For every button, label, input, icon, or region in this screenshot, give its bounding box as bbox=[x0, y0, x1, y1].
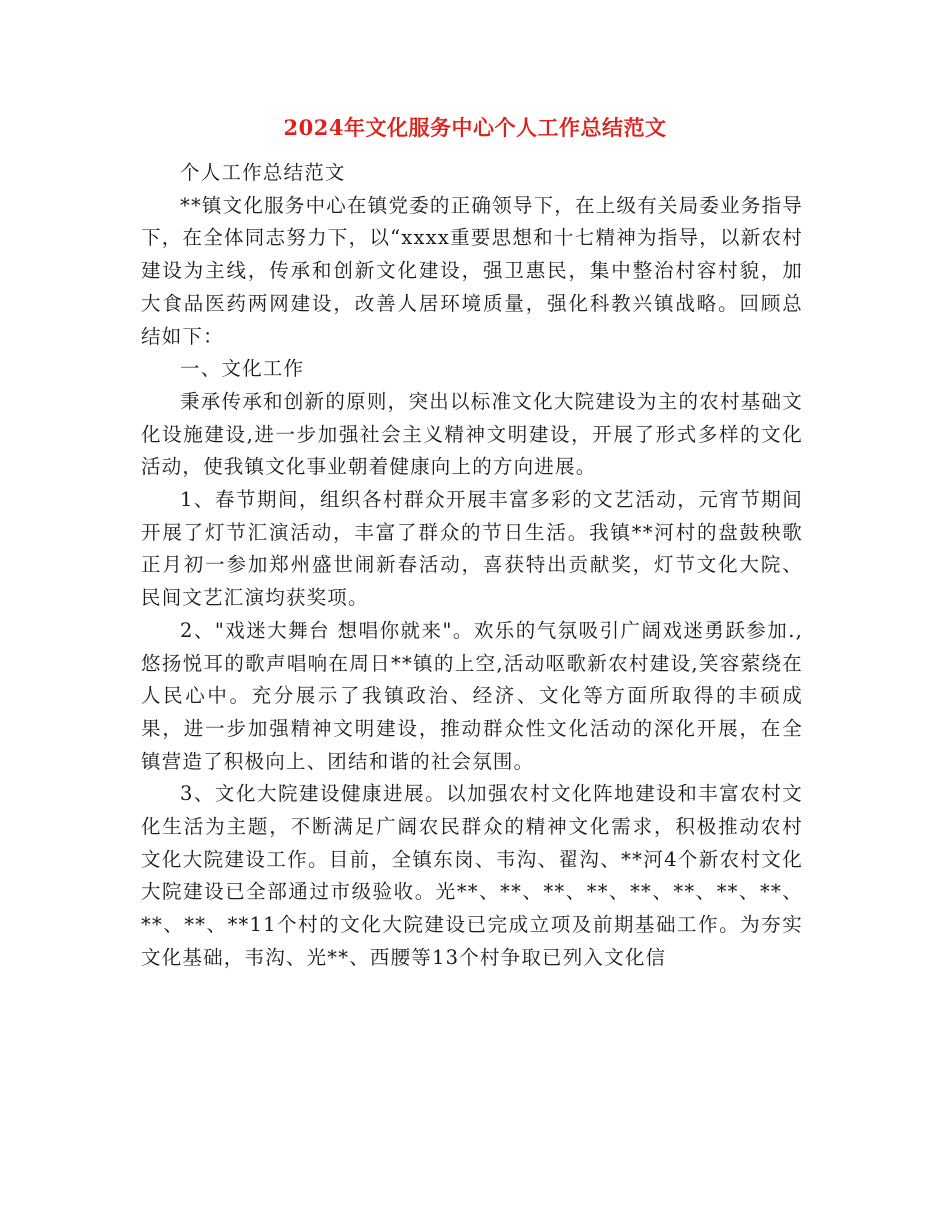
paragraph-item-1: 1、春节期间，组织各村群众开展丰富多彩的文艺活动，元宵节期间开展了灯节汇演活动，丰富了群众的节日生活。我镇**河村的盘鼓秧歌正月初一参加郑州盛世闹新春活动，喜获特出贡献奖，灯节文化大院、民间文艺汇演均获奖项。 bbox=[141, 488, 803, 610]
paragraph-item-2: 2、"戏迷大舞台 想唱你就来"。欢乐的气氛吸引广阔戏迷勇跃参加.,悠扬悦耳的歌声唱响在周日**镇的上空,活动呕歌新农村建设,笑容萦绕在人民心中。充分展示了我镇政治、经济、文化等方面所取得的丰硕成果，进一步加强精神文明建设，推动群众性文化活动的深化开展，在全镇营造了积极向上、团结和谐的社会氛围。 bbox=[141, 618, 803, 773]
document-title: 2024年文化服务中心个人工作总结范文 bbox=[283, 115, 667, 140]
paragraph-culture-principle: 秉承传承和创新的原则，突出以标准文化大院建设为主的农村基础文化设施建设,进一步加强社会主义精神文明建设，开展了形式多样的文化活动，使我镇文化事业朝着健康向上的方向进展。 bbox=[141, 389, 803, 479]
section-heading-culture-work: 一、文化工作 bbox=[180, 357, 305, 381]
paragraph-intro: **镇文化服务中心在镇党委的正确领导下，在上级有关局委业务指导下，在全体同志努力下，以“xxxx重要思想和十七精神为指导，以新农村建设为主线，传承和创新文化建设，强卫惠民，集中整治村容村貌，加大食品医药两网建设，改善人居环境质量，强化科教兴镇战略。回顾总结如下： bbox=[141, 193, 803, 348]
paragraph-item-3: 3、文化大院建设健康进展。以加强农村文化阵地建设和丰富农村文化生活为主题，不断满足广阔农民群众的精神文化需求，积极推动农村文化大院建设工作。目前，全镇东岗、韦沟、翟沟、**河4个新农村文化大院建设已全部通过市级验收。光**、**、**、**、**、**、**、**、**、**、**11个村的文化大院建设已完成立项及前期基础工作。为夯实文化基础，韦沟、光**、西腰等13个村争取已列入文化信 bbox=[141, 782, 803, 969]
paragraph-subtitle: 个人工作总结范文 bbox=[180, 161, 346, 184]
document-body bbox=[141, 157, 803, 975]
